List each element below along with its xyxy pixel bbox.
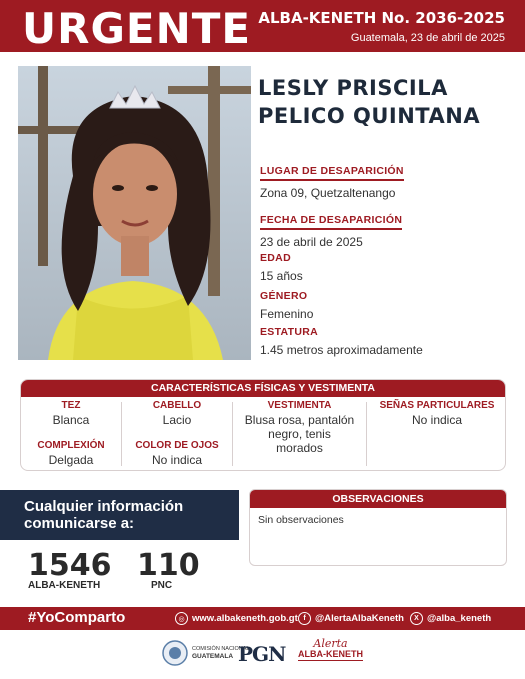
vestimenta-col bbox=[233, 400, 366, 455]
phone-label-alba: ALBA-KENETH bbox=[28, 580, 101, 591]
globe-icon: ◎ bbox=[175, 612, 188, 625]
tez-value: Blanca bbox=[52, 413, 90, 427]
pgn-logo bbox=[238, 642, 285, 666]
lugar-block bbox=[260, 165, 404, 200]
estatura-value: 1.45 metros aproximadamente bbox=[260, 343, 423, 357]
cabello-col bbox=[122, 400, 232, 427]
urgent-title: URGENTE bbox=[22, 4, 252, 53]
fecha-value: 23 de abril de 2025 bbox=[260, 235, 363, 249]
alerta-text: Alerta bbox=[313, 637, 348, 650]
x-text: @alba_keneth bbox=[427, 613, 492, 624]
edad-value: 15 años bbox=[260, 269, 303, 283]
website-text: www.albakeneth.gob.gt bbox=[192, 613, 298, 624]
pgn-text: PGN bbox=[238, 642, 286, 666]
features-box bbox=[20, 379, 506, 471]
guatemala-logo bbox=[162, 640, 249, 666]
guatemala-seal-icon bbox=[162, 640, 188, 666]
vestimenta-line: Blusa rosa, pantalón bbox=[244, 413, 355, 427]
senas-value: No indica bbox=[411, 413, 463, 427]
cabello-value: Lacio bbox=[162, 413, 192, 427]
observations-text: Sin observaciones bbox=[258, 514, 344, 526]
name-line-2: PELICO QUINTANA bbox=[258, 104, 481, 128]
features-title: CARACTERÍSTICAS FÍSICAS Y VESTIMENTA bbox=[21, 380, 505, 397]
ojos-col bbox=[122, 440, 232, 467]
phone-number-pnc[interactable]: 110 bbox=[137, 548, 200, 583]
footer-bar bbox=[0, 607, 525, 630]
lugar-label: LUGAR DE DESAPARICIÓN bbox=[260, 165, 404, 181]
genero-value: Femenino bbox=[260, 307, 314, 321]
place-date: Guatemala, 23 de abril de 2025 bbox=[350, 32, 505, 44]
edad-label: EDAD bbox=[260, 252, 291, 264]
vestimenta-line: morados bbox=[276, 441, 323, 455]
contact-banner bbox=[0, 490, 239, 540]
hashtag: #YoComparto bbox=[28, 609, 126, 626]
estatura-label: ESTATURA bbox=[260, 326, 319, 338]
tez-label: TEZ bbox=[61, 400, 81, 411]
lugar-value: Zona 09, Quetzaltenango bbox=[260, 186, 396, 200]
edad-block bbox=[260, 252, 303, 283]
genero-block bbox=[260, 290, 313, 321]
cabello-label: CABELLO bbox=[152, 400, 202, 411]
vestimenta-line: negro, tenis bbox=[268, 427, 331, 441]
estatura-block bbox=[260, 326, 423, 357]
vestimenta-label: VESTIMENTA bbox=[267, 400, 332, 411]
website-link[interactable] bbox=[175, 612, 298, 625]
x-link[interactable] bbox=[410, 612, 491, 625]
person-name bbox=[258, 74, 518, 130]
alba-keneth-text: ALBA-KENETH bbox=[298, 649, 363, 659]
phone-number-alba[interactable]: 1546 bbox=[28, 548, 112, 583]
guatemala-logo-line2: GUATEMALA bbox=[192, 653, 234, 660]
complexion-col bbox=[21, 440, 121, 467]
contact-line-1: Cualquier información bbox=[24, 498, 184, 515]
x-icon: X bbox=[410, 612, 423, 625]
senas-label: SEÑAS PARTICULARES bbox=[379, 400, 495, 411]
logos-row bbox=[0, 638, 525, 672]
alba-keneth-logo bbox=[298, 638, 363, 661]
tez-col bbox=[21, 400, 121, 427]
ojos-label: COLOR DE OJOS bbox=[135, 440, 219, 451]
phone-label-pnc: PNC bbox=[151, 580, 173, 591]
ojos-value: No indica bbox=[151, 453, 203, 467]
senas-col bbox=[367, 400, 506, 427]
observations-box bbox=[249, 489, 507, 566]
alert-number: ALBA-KENETH No. 2036-2025 bbox=[258, 9, 505, 27]
facebook-link[interactable] bbox=[298, 612, 404, 625]
contact-line-2: comunicarse a: bbox=[24, 515, 135, 532]
observations-title: OBSERVACIONES bbox=[250, 490, 506, 508]
name-line-1: LESLY PRISCILA bbox=[258, 76, 448, 100]
facebook-text: @AlertaAlbaKeneth bbox=[315, 613, 404, 624]
header-bar bbox=[0, 0, 525, 52]
genero-label: GÉNERO bbox=[260, 290, 308, 302]
guatemala-logo-line1: COMISIÓN NACIONAL bbox=[192, 646, 250, 652]
complexion-value: Delgada bbox=[48, 453, 94, 467]
facebook-icon: f bbox=[298, 612, 311, 625]
missing-person-photo bbox=[18, 66, 251, 360]
vestimenta-value bbox=[233, 413, 366, 455]
fecha-label: FECHA DE DESAPARICIÓN bbox=[260, 214, 402, 230]
fecha-block bbox=[260, 214, 402, 249]
complexion-label: COMPLEXIÓN bbox=[37, 440, 105, 451]
